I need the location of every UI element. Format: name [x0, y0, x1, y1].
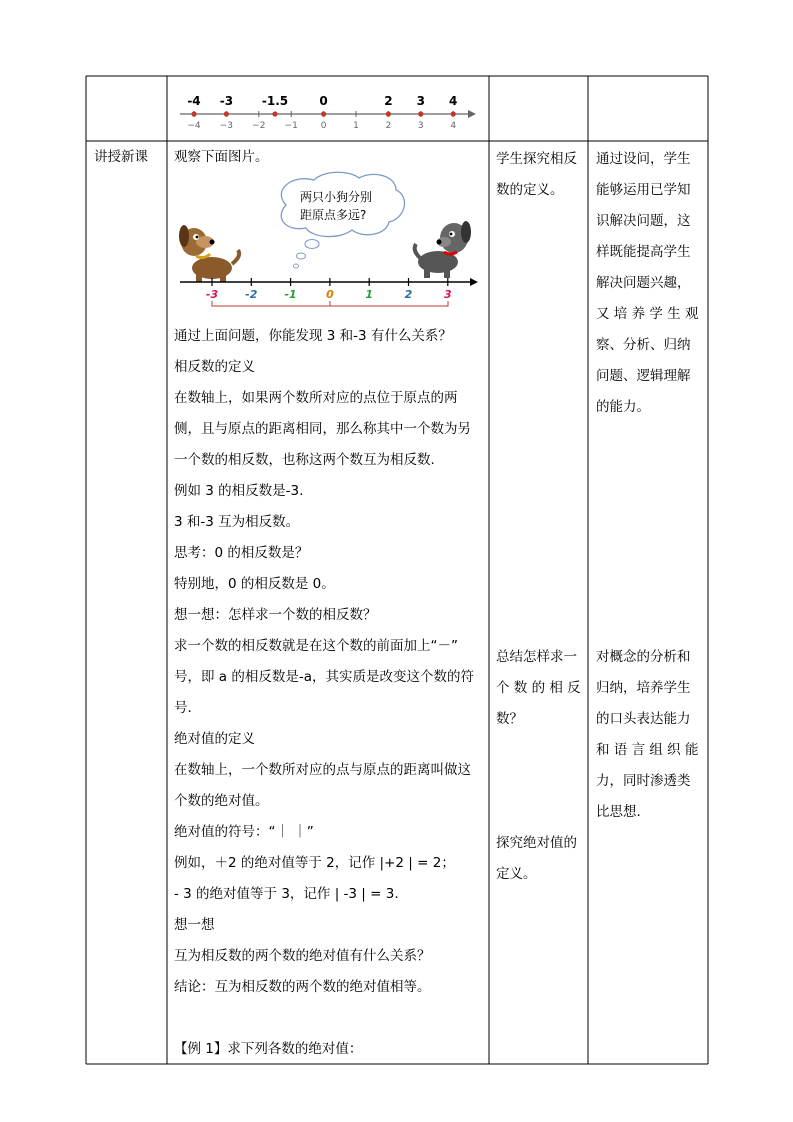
text-line: 在数轴上，如果两个数所对应的点位于原点的两 [174, 390, 458, 406]
point-dot [321, 111, 326, 116]
axis-tick-label: 0 [326, 288, 334, 301]
text-line: 个数的绝对值。 [174, 793, 269, 809]
student-activity-3 [496, 828, 586, 890]
text-line: 绝对值的定义 [174, 731, 255, 747]
text-line: 数的定义。 [496, 182, 564, 198]
text-line: 解决问题兴趣， [596, 275, 691, 291]
point-label: 2 [384, 94, 393, 108]
axis-tick-label: -2 [245, 288, 258, 301]
point-dot [191, 111, 196, 116]
left-dog-icon [179, 225, 239, 282]
axis-tick-label: -1 [284, 288, 297, 301]
design-purpose-2 [596, 642, 706, 828]
text-line: 在数轴上，一个数所对应的点与原点的距离叫做这 [174, 762, 471, 778]
text-line: 识解决问题，这 [596, 213, 691, 229]
right-dog-icon [415, 221, 471, 278]
point-dot [451, 111, 456, 116]
text-line: - 3 的绝对值等于 3，记作 | -3 | = 3. [174, 886, 399, 902]
text-line: 力，同时渗透类 [596, 773, 691, 789]
text-line: 结论：互为相反数的两个数的绝对值相等。 [174, 979, 431, 995]
point-label: -3 [219, 94, 234, 108]
bubble-line-1: 两只小狗分别 [300, 190, 373, 204]
student-activity-2 [496, 642, 586, 735]
design-purpose-1 [596, 144, 706, 423]
point-label: 3 [416, 94, 425, 108]
student-activity-1 [496, 144, 586, 206]
text-line: 总结怎样求一 [496, 649, 577, 665]
point-dot [418, 111, 423, 116]
text-line: 的口头表达能力 [596, 711, 691, 727]
text-line: 能够运用已学知 [596, 182, 691, 198]
tick-label: 0 [320, 121, 327, 131]
tick-label: −1 [284, 121, 298, 131]
text-line: 察、分析、归纳 [596, 337, 691, 353]
text-line: 个 数 的 相 反 [496, 680, 581, 696]
axis-tick-label: -3 [205, 288, 219, 301]
text-line: 问题、逻辑理解 [596, 368, 691, 384]
tick-label: −2 [252, 121, 266, 131]
text-line: 特别地，0 的相反数是 0。 [174, 576, 335, 592]
number-line-figure [178, 90, 478, 135]
text-line: 【例 1】求下列各数的绝对值： [174, 1041, 363, 1057]
point-dot [224, 111, 229, 116]
text-line: 数？ [496, 711, 523, 727]
intro-text: 观察下面图片。 [174, 149, 269, 165]
text-line: 相反数的定义 [174, 359, 255, 375]
text-line: 一个数的相反数，也称这两个数互为相反数. [174, 452, 435, 468]
point-label: 0 [319, 94, 328, 108]
axis-tick-label: 3 [443, 288, 452, 301]
text-line: 想一想 [174, 917, 215, 933]
text-line: 例如 3 的相反数是-3. [174, 483, 304, 499]
tick-label: 1 [353, 121, 359, 131]
tick-label: −4 [187, 121, 201, 131]
point-label: 4 [449, 94, 458, 108]
axis-tick-label: 2 [404, 288, 413, 301]
point-dot [272, 111, 277, 116]
tick-label: 4 [450, 121, 457, 131]
point-dot [386, 111, 391, 116]
text-line: 的能力。 [596, 399, 650, 415]
point-label: -4 [187, 94, 201, 108]
text-line: 和 语 言 组 织 能 [596, 742, 699, 758]
tick-label: 3 [417, 121, 424, 131]
text-line: 例如，＋2 的绝对值等于 2，记作 |+2 | = 2； [174, 855, 455, 871]
text-line: 通过设问，学生 [596, 151, 691, 167]
tick-label: 2 [385, 121, 392, 131]
thought-bubble [281, 172, 404, 268]
text-line: 3 和-3 互为相反数。 [174, 514, 300, 530]
text-line: 侧，且与原点的距离相同，那么称其中一个数为另 [174, 421, 471, 437]
text-line: 号. [174, 700, 192, 716]
text-line: 比思想. [596, 804, 641, 820]
text-line [174, 1003, 486, 1034]
text-line: 定义。 [496, 866, 537, 882]
dogs-number-line-illustration [174, 170, 479, 310]
text-line: 归纳，培养学生 [596, 680, 691, 696]
section-label: 讲授新课 [94, 149, 148, 165]
text-line: 绝对值的符号：“｜ ｜” [174, 824, 314, 840]
text-line: 对概念的分析和 [596, 649, 691, 665]
text-line: 通过上面问题，你能发现 3 和-3 有什么关系？ [174, 328, 452, 344]
text-line: 想一想：怎样求一个数的相反数？ [174, 607, 377, 623]
axis-tick-label: 1 [365, 288, 374, 301]
text-line: 探究绝对值的 [496, 835, 577, 851]
tick-label: −3 [219, 121, 234, 131]
point-label: -1.5 [261, 94, 289, 108]
text-line: 又 培 养 学 生 观 [596, 306, 699, 322]
text-line: 号，即 a 的相反数是-a，其实质是改变这个数的符 [174, 669, 474, 685]
text-line: 学生探究相反 [496, 151, 577, 167]
text-line: 样既能提高学生 [596, 244, 691, 260]
text-line: 求一个数的相反数就是在这个数的前面加上“－” [174, 638, 458, 654]
lesson-text [174, 321, 486, 1065]
text-line: 思考：0 的相反数是？ [174, 545, 309, 561]
bubble-line-2: 距原点多远? [300, 208, 367, 222]
text-line: 互为相反数的两个数的绝对值有什么关系？ [174, 948, 431, 964]
